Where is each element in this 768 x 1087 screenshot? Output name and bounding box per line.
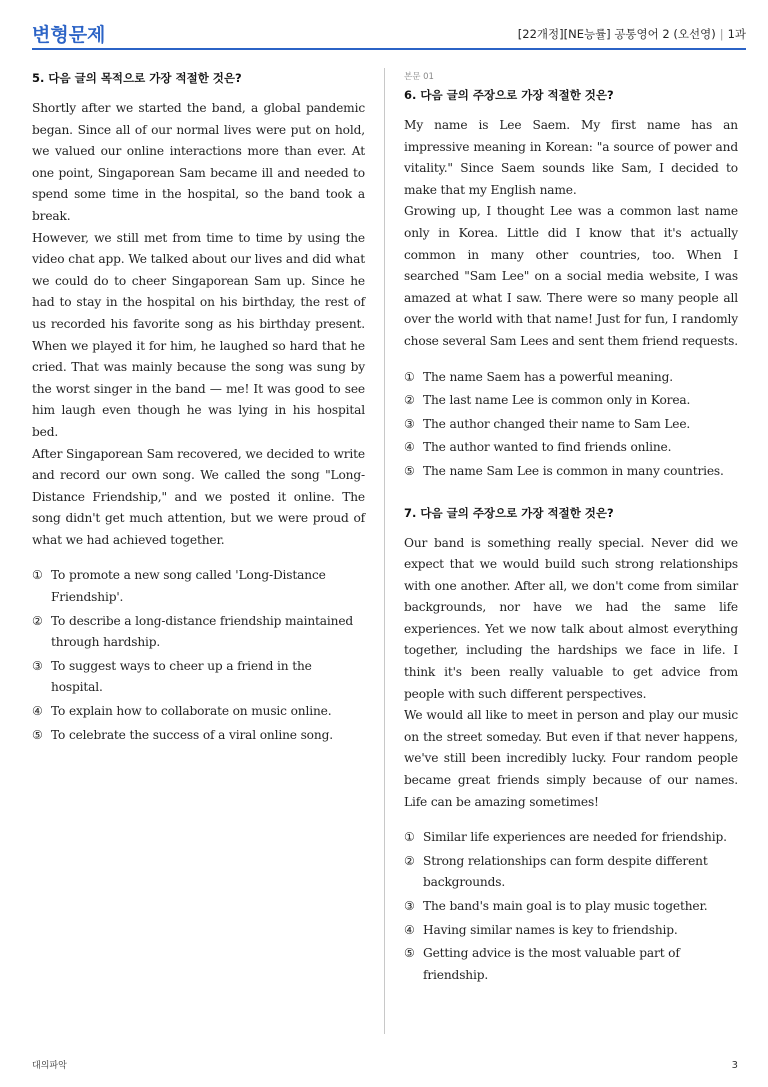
choice-item[interactable] <box>404 943 738 986</box>
question-6-title: 6. 다음 글의 주장으로 가장 적절한 것은? <box>404 88 614 102</box>
choice-text: The name Sam Lee is common in many countries. <box>423 463 724 478</box>
choice-number: ④ <box>32 704 43 719</box>
choice-item[interactable] <box>404 851 738 894</box>
choice-number: ④ <box>404 440 415 455</box>
question-7 <box>404 505 738 987</box>
choice-number: ④ <box>404 922 415 937</box>
passage-paragraph: However, we still met from time to time by using the video chat app. We talked about our lives and did what we could do to cheer Singaporean Sam up. Since he had to stay in the hospital on his birthday, the rest of us recorded his favorite song as his birthday present. When we played it for him, he laughed so hard that he cried. That was mainly because the song was sung by the worst singer in the band — me! It was good to see him laugh even though he was lying in his hospital bed. <box>32 230 365 439</box>
choice-number: ① <box>404 830 415 845</box>
choice-number: ② <box>404 393 415 408</box>
passage-paragraph: Shortly after we started the band, a global pandemic began. Since all of our normal lives were put on hold, we valued our online interactions more than ever. At one point, Singaporean Sam became ill and needed to spend some time in the hospital, so the band took a break. <box>32 101 365 223</box>
right-column <box>404 70 738 988</box>
choice-number: ① <box>404 369 415 384</box>
choice-number: ② <box>404 853 415 868</box>
choice-text: Similar life experiences are needed for friendship. <box>423 830 727 845</box>
question-7-title: 7. 다음 글의 주장으로 가장 적절한 것은? <box>404 505 614 520</box>
choice-item[interactable] <box>32 565 365 608</box>
choice-text: The author changed their name to Sam Lee. <box>423 416 691 431</box>
footer-publisher: 대의파악 <box>32 1061 67 1071</box>
brand-title: 변형문제 <box>32 24 106 46</box>
choice-text: To celebrate the success of a viral online song. <box>51 727 333 742</box>
choice-item[interactable] <box>404 896 738 918</box>
choice-text: To describe a long-distance friendship maintained through hardship. <box>51 613 354 650</box>
passage-paragraph: My name is Lee Saem. My first name has an impressive meaning in Korean: "a source of power and vitality." Since Saem sounds like Sam, I decided to make that my English name. <box>404 118 738 197</box>
choice-number: ③ <box>404 416 415 431</box>
question-6-choices <box>404 367 738 483</box>
question-5 <box>32 70 365 746</box>
choice-number: ③ <box>32 658 43 673</box>
question-5-choices <box>32 565 365 746</box>
choice-text: The name Saem has a powerful meaning. <box>423 369 673 384</box>
left-column <box>32 70 365 748</box>
question-5-title: 5. 다음 글의 목적으로 가장 적절한 것은? <box>32 71 242 85</box>
choice-item[interactable] <box>32 701 365 723</box>
course-info <box>518 26 746 42</box>
choice-text: Strong relationships can form despite different backgrounds. <box>423 853 708 890</box>
question-6-passage <box>404 115 738 353</box>
question-7-choices <box>404 827 738 986</box>
passage-paragraph: After Singaporean Sam recovered, we decided to write and record our own song. We called the song "Long-Distance Friendship," and we posted it online. The song didn't get much attention, but we were proud of what we had achieved together. <box>32 446 365 547</box>
page-number: 3 <box>731 1060 738 1071</box>
passage-paragraph: Growing up, I thought Lee was a common last name only in Korea. Little did I know that it's actually common in many other countries, too. When I searched "Sam Lee" on a social media website, I was amazed at what I saw. There were so many people all over the world with that name! Just for fun, I randomly chose several Sam Lees and sent them friend requests. <box>404 204 738 348</box>
column-divider <box>384 68 385 1034</box>
choice-item[interactable] <box>404 390 738 412</box>
choice-item[interactable] <box>32 656 365 699</box>
choice-text: To suggest ways to cheer up a friend in the hospital. <box>51 658 312 695</box>
choice-item[interactable] <box>32 725 365 747</box>
choice-item[interactable] <box>404 367 738 389</box>
question-6 <box>404 70 738 483</box>
choice-text: The author wanted to find friends online. <box>423 440 672 455</box>
choice-item[interactable] <box>404 437 738 459</box>
question-7-passage <box>404 533 738 814</box>
choice-text: Getting advice is the most valuable part of friendship. <box>423 946 680 982</box>
choice-number: ① <box>32 568 43 583</box>
lesson-label: 1과 <box>727 27 746 41</box>
page-header <box>32 20 746 50</box>
course-title: [22개정][NE능률] 공통영어 2 (오선영) <box>517 27 716 41</box>
choice-text: To explain how to collaborate on music online. <box>51 704 332 719</box>
choice-item[interactable] <box>404 827 738 849</box>
choice-text: To promote a new song called 'Long-Distance Friendship'. <box>51 568 326 605</box>
choice-number: ③ <box>404 899 415 913</box>
choice-item[interactable] <box>404 414 738 436</box>
choice-text: The band's main goal is to play music together. <box>423 899 708 913</box>
choice-item[interactable] <box>404 461 738 483</box>
passage-paragraph: We would all like to meet in person and play our music on the street someday. But even if that never happens, we've still been incredibly lucky. Four random people became great friends simply because of our names. Life can be amazing sometimes! <box>404 708 738 809</box>
passage-paragraph: Our band is something really special. Never did we expect that we would build such strong relationships with one another. After all, we don't come from similar backgrounds, nor have we had the same life experiences. Yet we now talk about almost everything together, including the hardships we face in life. I think it's been really valuable to get advice from people with such different perspectives. <box>404 535 738 701</box>
choice-item[interactable] <box>32 611 365 654</box>
choice-number: ⑤ <box>404 463 415 478</box>
choice-number: ⑤ <box>404 946 415 961</box>
choice-item[interactable] <box>404 920 738 942</box>
question-5-passage <box>32 98 365 551</box>
choice-text: Having similar names is key to friendship. <box>423 922 678 937</box>
choice-text: The last name Lee is common only in Korea. <box>423 393 691 408</box>
header-separator: | <box>719 27 724 41</box>
choice-number: ⑤ <box>32 727 43 742</box>
passage-tag: 본문 01 <box>404 72 434 82</box>
choice-number: ② <box>32 613 43 628</box>
